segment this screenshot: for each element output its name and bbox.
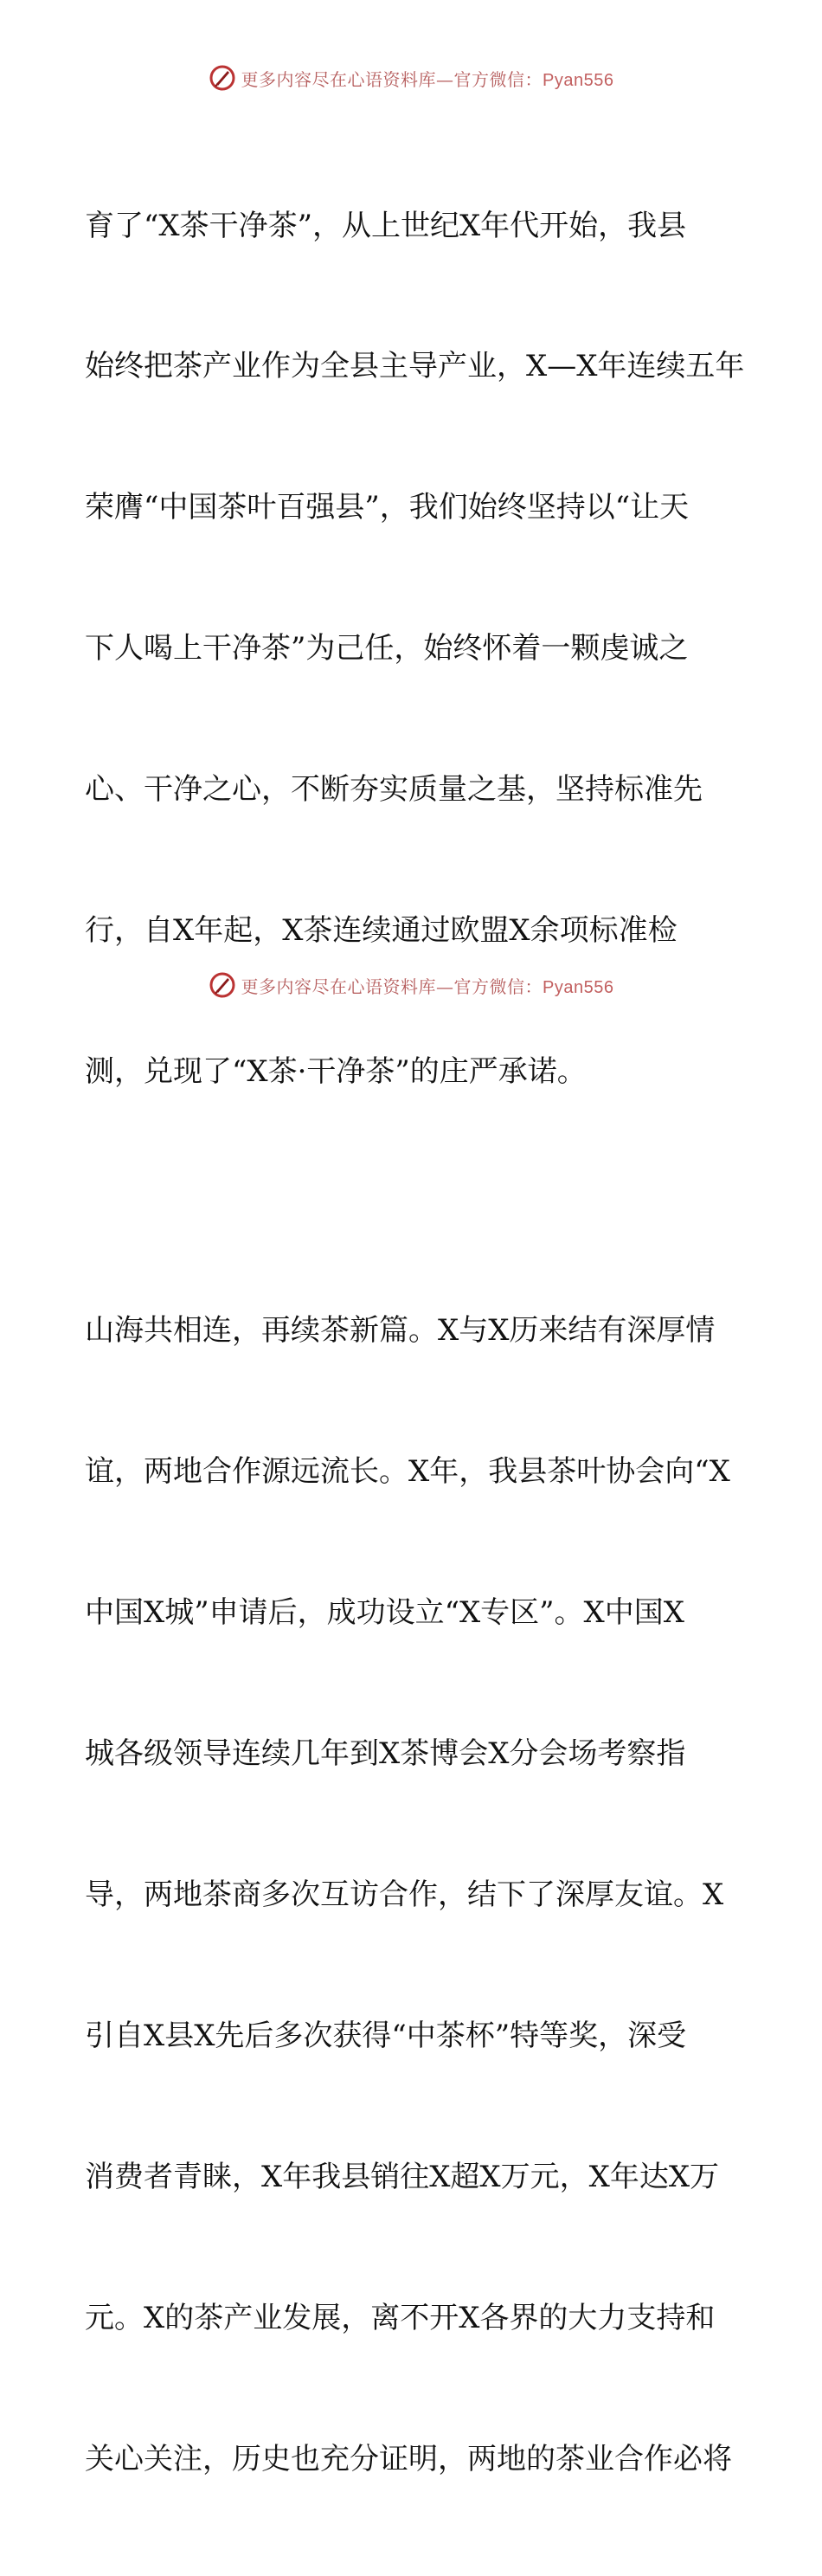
text-line: 山海共相连，再续茶新篇。X与X历来结有深厚情 — [85, 1313, 716, 1349]
header-watermark — [0, 61, 822, 95]
text-line: 消费者青睐，X年我县销往X超X万元，X年达X万 — [85, 2159, 720, 2194]
watermark-text — [241, 973, 614, 998]
text-line: 行，自X年起，X茶连续通过欧盟X余项标准检 — [85, 913, 678, 949]
text-line: 育了“X茶干净茶”，从上世纪X年代开始，我县 — [85, 208, 687, 243]
text-line: 元。X的茶产业发展，离不开X各界的大力支持和 — [85, 2300, 716, 2335]
text-line: 城各级领导连续几年到X茶博会X分会场考察指 — [85, 1736, 686, 1772]
text-line: 始终把茶产业作为全县主导产业，X—X年连续五年 — [85, 349, 745, 384]
paragraph-2 — [85, 1214, 742, 2576]
text-line: 下人喝上干净茶”为己任，始终怀着一颗虔诚之 — [85, 631, 689, 667]
footer-watermark — [0, 968, 822, 1002]
text-line: 谊，两地合作源远流长。X年，我县茶叶协会向“X — [85, 1454, 730, 1490]
wechat-id: Pyan556 — [543, 977, 614, 997]
text-line: 荣膺“中国茶叶百强县”，我们始终坚持以“让天 — [85, 490, 690, 525]
watermark-label: 更多内容尽在心语资料库—官方微信： — [241, 68, 543, 90]
text-line: 心、干净之心，不断夯实质量之基，坚持标准先 — [85, 772, 703, 808]
quill-logo-icon — [209, 971, 236, 999]
document-body — [85, 108, 745, 2576]
text-line: 引自X县X先后多次获得“中茶杯”特等奖，深受 — [85, 2018, 687, 2053]
text-line: 测，兑现了“X茶·干净茶”的庄严承诺。 — [85, 1053, 587, 1089]
paragraph-1 — [85, 108, 745, 1189]
text-line: 中国X城”申请后，成功设立“X专区”。X中国X — [85, 1595, 684, 1631]
wechat-id: Pyan556 — [543, 70, 614, 90]
text-line: 导，两地茶商多次互访合作，结下了深厚友谊。X — [85, 1877, 724, 1912]
quill-logo-icon — [209, 64, 236, 92]
watermark-text — [241, 66, 614, 91]
watermark-label: 更多内容尽在心语资料库—官方微信： — [241, 976, 543, 997]
text-line: 关心关注，历史也充分证明，两地的茶业合作必将 — [85, 2441, 732, 2476]
